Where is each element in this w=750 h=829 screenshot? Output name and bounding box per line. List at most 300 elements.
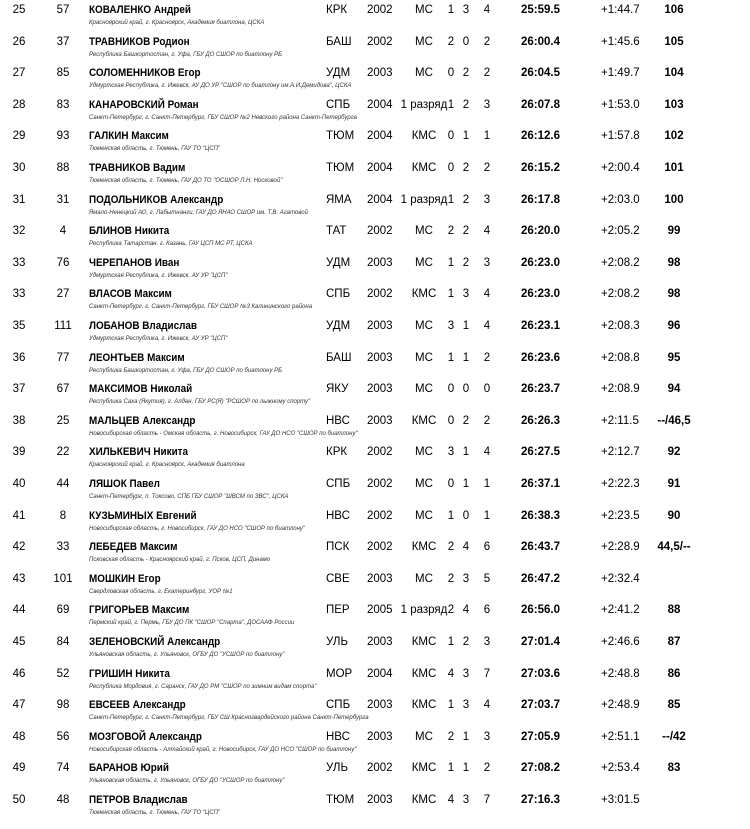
sport-rank: МС	[415, 383, 433, 396]
sport-rank: МС	[415, 256, 433, 269]
sport-rank: МС	[415, 67, 433, 80]
points: 87	[667, 636, 681, 648]
misses-shooting-2: 2	[462, 193, 470, 206]
athlete-name: МАЛЬЦЕВ Александр	[89, 414, 196, 427]
birth-year: 2003	[367, 699, 393, 712]
place-number: 48	[12, 730, 26, 743]
misses-shooting-1: 1	[447, 98, 455, 111]
finish-time: 26:20.0	[521, 225, 561, 238]
misses-shooting-2: 3	[462, 699, 470, 712]
bib-number: 44	[56, 478, 70, 490]
region-code: СПБ	[326, 699, 351, 712]
place-number: 37	[12, 383, 26, 396]
athlete-affiliation: Новосибирская область - Омская область, г. Новосибирск, ГАУ ДО НСО "СШОР по биатлону"	[89, 430, 358, 437]
sport-rank: КМС	[411, 162, 437, 174]
birth-year: 2004	[367, 193, 393, 206]
athlete-name: МОШКИН Егор	[89, 572, 161, 585]
finish-time: 26:37.1	[521, 478, 561, 490]
athlete-affiliation: Свердловская область, г. Екатеринбург, УОР №1	[89, 588, 233, 595]
athlete-name: ЛЕБЕДЕВ Максим	[89, 541, 178, 554]
athlete-name: КУЗЬМИНЫХ Евгений	[89, 509, 197, 522]
finish-time: 27:16.3	[521, 794, 561, 806]
athlete-name: ВЛАСОВ Максим	[89, 288, 172, 301]
athlete-affiliation: Красноярский край, г. Красноярск, Академия биатлона, ЦСКА	[89, 20, 265, 26]
misses-shooting-2: 2	[462, 162, 470, 174]
misses-shooting-1: 2	[447, 604, 455, 617]
region-code: НВС	[326, 509, 350, 522]
region-code: СПБ	[326, 288, 351, 301]
place-number: 27	[12, 67, 26, 80]
bib-number: 85	[56, 67, 70, 80]
athlete-affiliation: Санкт-Петербург, г. Санкт-Петербург, ГБУ СШОР №2 Невского района Санкт-Петербурга	[89, 114, 357, 121]
sport-rank: КМС	[411, 288, 437, 301]
misses-total: 4	[483, 699, 491, 712]
athlete-name: ГРИШИН Никита	[89, 667, 170, 680]
time-behind: +2:23.5	[601, 509, 640, 522]
misses-shooting-1: 1	[447, 636, 455, 648]
time-behind: +1:49.7	[601, 67, 640, 80]
table-row	[0, 348, 750, 380]
athlete-affiliation: Новосибирская область, г. Новосибирск, ГАУ ДО НСО "СШОР по биатлону"	[89, 525, 306, 532]
sport-rank: КМС	[411, 414, 437, 427]
place-number: 39	[12, 446, 26, 459]
athlete-affiliation: Республика Мордовия, г. Саранск, ГАУ ДО РМ "СШОР по зимним видам спорта"	[89, 683, 317, 690]
table-row	[0, 0, 750, 32]
athlete-affiliation: Ульяновская область, г. Ульяновск, ОГБУ ДО "УСШОР по биатлону"	[89, 652, 285, 658]
finish-time: 26:56.0	[521, 604, 561, 617]
region-code: УДМ	[326, 320, 351, 332]
finish-time: 26:38.3	[521, 509, 561, 522]
finish-time: 26:23.0	[521, 256, 561, 269]
misses-shooting-1: 0	[447, 478, 455, 490]
region-code: КРК	[326, 446, 348, 459]
athlete-affiliation: Санкт-Петербург, г. Санкт-Петербург, ГБУ СШ Красногвардейского района Санкт-Петербурга	[89, 715, 369, 722]
athlete-affiliation: Тюменская область, г. Тюмень, ГАУ ТО "ЦСП"	[89, 810, 221, 816]
finish-time: 26:47.2	[521, 572, 561, 585]
finish-time: 26:04.5	[521, 67, 561, 80]
place-number: 46	[12, 667, 26, 680]
misses-total: 2	[483, 162, 491, 174]
points: 101	[664, 162, 684, 174]
points: 90	[667, 509, 681, 522]
bib-number: 93	[56, 130, 70, 143]
table-row	[0, 411, 750, 443]
table-row	[0, 790, 750, 822]
points: 83	[667, 762, 681, 775]
bib-number: 74	[56, 762, 70, 775]
birth-year: 2003	[367, 256, 393, 269]
athlete-affiliation: Республика Саха (Якутия), г. Алдан, ГБУ РС(Я) "РСШОР по лыжному спорту"	[89, 399, 311, 406]
time-behind: +2:08.9	[601, 383, 640, 396]
time-behind: +1:53.0	[601, 98, 640, 111]
athlete-affiliation: Удмуртская Республика, г. Ижевск, АУ УР "ЦСП"	[89, 336, 228, 342]
bib-number: 67	[56, 383, 70, 396]
finish-time: 26:23.7	[521, 383, 561, 396]
misses-total: 6	[483, 604, 491, 617]
misses-total: 2	[483, 414, 491, 427]
misses-total: 2	[483, 351, 491, 364]
misses-shooting-1: 0	[447, 67, 455, 80]
birth-year: 2003	[367, 414, 393, 427]
region-code: УДМ	[326, 256, 351, 269]
time-behind: +2:11.5	[601, 414, 639, 427]
athlete-affiliation: Санкт-Петербург, г. Санкт-Петербург, ГБУ СШОР №3 Калининского района	[89, 304, 313, 311]
region-code: НВС	[326, 414, 350, 427]
sport-rank: 1 разряд	[400, 193, 448, 206]
sport-rank: МС	[415, 478, 433, 490]
athlete-name: ЕВСЕЕВ Александр	[89, 699, 186, 712]
athlete-name: ЛЕОНТЬЕВ Максим	[89, 351, 185, 364]
misses-total: 3	[483, 256, 491, 269]
misses-shooting-2: 3	[462, 288, 470, 301]
athlete-name: ГРИГОРЬЕВ Максим	[89, 604, 190, 617]
sport-rank: МС	[415, 35, 433, 48]
misses-total: 1	[483, 130, 491, 143]
table-row	[0, 379, 750, 411]
misses-total: 2	[483, 67, 491, 80]
finish-time: 26:17.8	[521, 193, 561, 206]
region-code: КРК	[326, 4, 348, 16]
points: 94	[667, 383, 681, 396]
athlete-name: ПЕТРОВ Владислав	[89, 794, 188, 806]
time-behind: +2:22.3	[601, 478, 640, 490]
bib-number: 8	[59, 509, 67, 522]
birth-year: 2002	[367, 4, 393, 16]
table-row	[0, 695, 750, 727]
misses-shooting-2: 3	[462, 572, 470, 585]
misses-shooting-1: 1	[447, 762, 455, 775]
sport-rank: КМС	[411, 636, 437, 648]
finish-time: 26:23.1	[521, 320, 561, 332]
misses-shooting-2: 2	[462, 98, 470, 111]
bib-number: 76	[56, 256, 70, 269]
birth-year: 2003	[367, 351, 393, 364]
sport-rank: МС	[415, 4, 433, 16]
region-code: МОР	[326, 667, 353, 680]
place-number: 44	[12, 604, 26, 617]
misses-shooting-2: 0	[462, 383, 470, 396]
place-number: 49	[12, 762, 26, 775]
finish-time: 27:01.4	[521, 636, 561, 648]
athlete-affiliation: Удмуртская Республика, г. Ижевск, АУ ДО УР "СШОР по биатлону им.А.И.Демидова", ЦСКА	[89, 83, 352, 90]
misses-shooting-2: 2	[462, 636, 470, 648]
birth-year: 2003	[367, 383, 393, 396]
misses-shooting-1: 1	[447, 193, 455, 206]
birth-year: 2003	[367, 572, 393, 585]
birth-year: 2004	[367, 130, 393, 143]
bib-number: 22	[56, 446, 70, 459]
region-code: НВС	[326, 730, 350, 743]
athlete-name: ТРАВНИКОВ Родион	[89, 35, 190, 48]
sport-rank: КМС	[411, 762, 437, 775]
athlete-affiliation: Красноярский край, г. Красноярск, Академия биатлона	[89, 462, 245, 469]
time-behind: +2:53.4	[601, 762, 640, 775]
points: 104	[664, 67, 684, 80]
misses-shooting-1: 1	[447, 351, 455, 364]
misses-shooting-1: 1	[447, 4, 455, 16]
athlete-affiliation: Пермский край, г. Пермь, ГБУ ДО ПК "СШОР "Спарта", ДОСААФ России	[89, 620, 295, 627]
sport-rank: МС	[415, 320, 433, 332]
finish-time: 27:03.6	[521, 667, 561, 680]
misses-total: 3	[483, 193, 491, 206]
place-number: 43	[12, 572, 26, 585]
time-behind: +2:48.9	[601, 699, 640, 712]
misses-shooting-1: 0	[447, 383, 455, 396]
birth-year: 2002	[367, 762, 393, 775]
points: 91	[667, 478, 681, 490]
athlete-name: ХИЛЬКЕВИЧ Никита	[89, 446, 189, 459]
table-row	[0, 253, 750, 285]
place-number: 35	[12, 320, 26, 332]
birth-year: 2003	[367, 636, 393, 648]
birth-year: 2003	[367, 320, 393, 332]
misses-shooting-2: 1	[462, 762, 470, 775]
bib-number: 69	[56, 604, 70, 617]
points: 105	[664, 35, 684, 48]
table-row	[0, 284, 750, 316]
table-row	[0, 727, 750, 759]
place-number: 45	[12, 636, 26, 648]
time-behind: +2:08.8	[601, 351, 640, 364]
table-row	[0, 32, 750, 64]
misses-total: 5	[483, 572, 491, 585]
misses-total: 2	[483, 762, 491, 775]
place-number: 50	[12, 794, 26, 806]
time-behind: +2:05.2	[601, 225, 640, 238]
finish-time: 26:23.6	[521, 351, 561, 364]
misses-total: 7	[483, 667, 491, 680]
points: 99	[667, 225, 681, 238]
sport-rank: КМС	[411, 794, 437, 806]
sport-rank: КМС	[411, 667, 437, 680]
finish-time: 26:23.0	[521, 288, 561, 301]
misses-shooting-1: 0	[447, 130, 455, 143]
time-behind: +2:41.2	[601, 604, 640, 617]
misses-shooting-2: 4	[462, 604, 470, 617]
bib-number: 57	[56, 4, 70, 16]
sport-rank: МС	[415, 509, 433, 522]
misses-shooting-1: 2	[447, 35, 455, 48]
misses-shooting-1: 1	[447, 699, 455, 712]
misses-total: 4	[483, 4, 491, 16]
misses-total: 6	[483, 541, 491, 554]
misses-shooting-2: 1	[462, 320, 470, 332]
finish-time: 26:43.7	[521, 541, 561, 554]
points: 44,5/--	[657, 541, 691, 554]
misses-shooting-2: 2	[462, 414, 470, 427]
birth-year: 2002	[367, 35, 393, 48]
misses-shooting-2: 0	[462, 509, 470, 522]
athlete-affiliation: Республика Башкортостан, г. Уфа, ГБУ ДО СШОР по биатлону РБ	[89, 51, 283, 58]
points: 102	[664, 130, 684, 143]
time-behind: +2:46.6	[601, 636, 640, 648]
points: 98	[667, 288, 681, 301]
finish-time: 26:00.4	[521, 35, 561, 48]
misses-shooting-1: 1	[447, 256, 455, 269]
bib-number: 84	[56, 636, 70, 648]
birth-year: 2003	[367, 730, 393, 743]
misses-shooting-1: 3	[447, 446, 455, 459]
place-number: 31	[12, 193, 26, 206]
time-behind: +2:08.3	[601, 320, 640, 332]
misses-total: 3	[483, 636, 491, 648]
bib-number: 101	[53, 572, 73, 585]
finish-time: 26:15.2	[521, 162, 561, 174]
table-row	[0, 537, 750, 569]
place-number: 25	[12, 4, 26, 16]
misses-shooting-1: 2	[447, 730, 455, 743]
sport-rank: КМС	[411, 541, 437, 554]
birth-year: 2002	[367, 446, 393, 459]
place-number: 26	[12, 35, 26, 48]
place-number: 47	[12, 699, 26, 712]
misses-total: 1	[483, 478, 491, 490]
finish-time: 26:26.3	[521, 414, 561, 427]
athlete-name: ЗЕЛЕНОВСКИЙ Александр	[89, 636, 221, 648]
time-behind: +2:32.4	[601, 572, 640, 585]
athlete-affiliation: Псковская область - Красноярский край, г. Псков, ЦСП, Динамо	[89, 557, 271, 564]
misses-shooting-2: 3	[462, 4, 470, 16]
athlete-name: СОЛОМЕННИКОВ Егор	[89, 67, 201, 80]
region-code: УЛЬ	[326, 762, 349, 775]
birth-year: 2002	[367, 225, 393, 238]
bib-number: 111	[54, 320, 72, 332]
athlete-name: ЛЯШОК Павел	[89, 478, 160, 490]
athlete-name: ЧЕРЕПАНОВ Иван	[89, 256, 180, 269]
athlete-name: МАКСИМОВ Николай	[89, 383, 193, 396]
bib-number: 48	[56, 794, 70, 806]
table-row	[0, 190, 750, 222]
sport-rank: КМС	[411, 130, 437, 143]
finish-time: 26:12.6	[521, 130, 561, 143]
misses-shooting-1: 3	[447, 320, 455, 332]
place-number: 33	[12, 256, 26, 269]
athlete-affiliation: Новосибирская область - Алтайский край, г. Новосибирск, ГАУ ДО НСО "СШОР по биатлону"	[89, 746, 357, 753]
points: 100	[664, 193, 684, 206]
region-code: БАШ	[326, 35, 352, 48]
misses-shooting-2: 1	[462, 478, 470, 490]
misses-shooting-2: 3	[462, 794, 470, 806]
athlete-affiliation: Республика Татарстан, г. Казань, ГАУ ЦСП МС РТ, ЦСКА	[89, 241, 253, 248]
athlete-name: КОВАЛЕНКО Андрей	[89, 4, 191, 16]
finish-time: 26:07.8	[521, 98, 561, 111]
points: 85	[667, 699, 681, 712]
athlete-name: БАРАНОВ Юрий	[89, 762, 169, 775]
points: --/42	[662, 730, 686, 743]
misses-shooting-1: 0	[447, 414, 455, 427]
misses-shooting-2: 4	[462, 541, 470, 554]
table-row	[0, 506, 750, 538]
table-row	[0, 632, 750, 664]
misses-shooting-2: 2	[462, 67, 470, 80]
place-number: 42	[12, 541, 26, 554]
bib-number: 88	[56, 162, 70, 174]
misses-shooting-2: 2	[462, 225, 470, 238]
region-code: ТЮМ	[326, 130, 355, 143]
table-row	[0, 63, 750, 95]
finish-time: 25:59.5	[521, 4, 561, 16]
athlete-affiliation: Удмуртская Республика, г. Ижевск, АУ УР "ЦСП"	[89, 272, 228, 279]
misses-total: 4	[483, 446, 491, 459]
time-behind: +2:08.2	[601, 288, 640, 301]
points: 95	[667, 351, 681, 364]
region-code: СПБ	[326, 98, 351, 111]
time-behind: +2:08.2	[601, 256, 640, 269]
place-number: 38	[12, 414, 26, 427]
misses-shooting-2: 3	[462, 667, 470, 680]
region-code: УЛЬ	[326, 636, 349, 648]
bib-number: 4	[59, 225, 67, 238]
bib-number: 27	[56, 288, 70, 301]
region-code: УДМ	[326, 67, 351, 80]
bib-number: 98	[56, 699, 70, 712]
place-number: 29	[12, 130, 26, 143]
points: --/46,5	[657, 414, 691, 427]
bib-number: 37	[56, 35, 70, 48]
region-code: ПЕР	[326, 604, 350, 617]
place-number: 30	[12, 162, 26, 174]
sport-rank: МС	[415, 730, 433, 743]
time-behind: +2:48.8	[601, 667, 640, 680]
athlete-name: ГАЛКИН Максим	[89, 130, 169, 143]
misses-shooting-2: 0	[462, 35, 470, 48]
athlete-name: БЛИНОВ Никита	[89, 225, 170, 238]
finish-time: 27:03.7	[521, 699, 561, 712]
points: 98	[667, 256, 681, 269]
misses-total: 1	[483, 509, 491, 522]
table-row	[0, 126, 750, 158]
time-behind: +1:44.7	[601, 4, 640, 16]
points: 86	[667, 667, 681, 680]
birth-year: 2004	[367, 162, 393, 174]
place-number: 36	[12, 351, 26, 364]
birth-year: 2002	[367, 478, 393, 490]
points: 103	[664, 98, 684, 111]
table-row	[0, 95, 750, 127]
time-behind: +2:28.9	[601, 541, 640, 554]
misses-shooting-1: 2	[447, 225, 455, 238]
birth-year: 2004	[367, 667, 393, 680]
misses-total: 3	[483, 98, 491, 111]
athlete-affiliation: Ульяновская область, г. Ульяновск, ОГБУ ДО "УСШОР по биатлону"	[89, 778, 285, 785]
misses-shooting-2: 1	[462, 730, 470, 743]
athlete-name: МОЗГОВОЙ Александр	[89, 730, 202, 743]
place-number: 33	[12, 288, 26, 301]
table-row	[0, 158, 750, 190]
finish-time: 26:27.5	[521, 446, 561, 459]
birth-year: 2002	[367, 541, 393, 554]
misses-shooting-2: 2	[462, 256, 470, 269]
bib-number: 31	[56, 193, 70, 206]
region-code: ЯКУ	[326, 383, 349, 396]
misses-total: 0	[483, 383, 491, 396]
table-row	[0, 569, 750, 601]
bib-number: 56	[56, 730, 70, 743]
misses-shooting-2: 1	[462, 446, 470, 459]
time-behind: +2:12.7	[601, 446, 640, 459]
misses-shooting-1: 2	[447, 572, 455, 585]
bib-number: 77	[56, 351, 70, 364]
misses-shooting-1: 1	[447, 509, 455, 522]
points: 106	[664, 4, 684, 16]
place-number: 41	[12, 509, 26, 522]
finish-time: 27:05.9	[521, 730, 561, 743]
place-number: 32	[12, 225, 26, 238]
place-number: 40	[12, 478, 26, 490]
region-code: ПСК	[326, 541, 350, 554]
table-row	[0, 600, 750, 632]
region-code: ТЮМ	[326, 794, 355, 806]
